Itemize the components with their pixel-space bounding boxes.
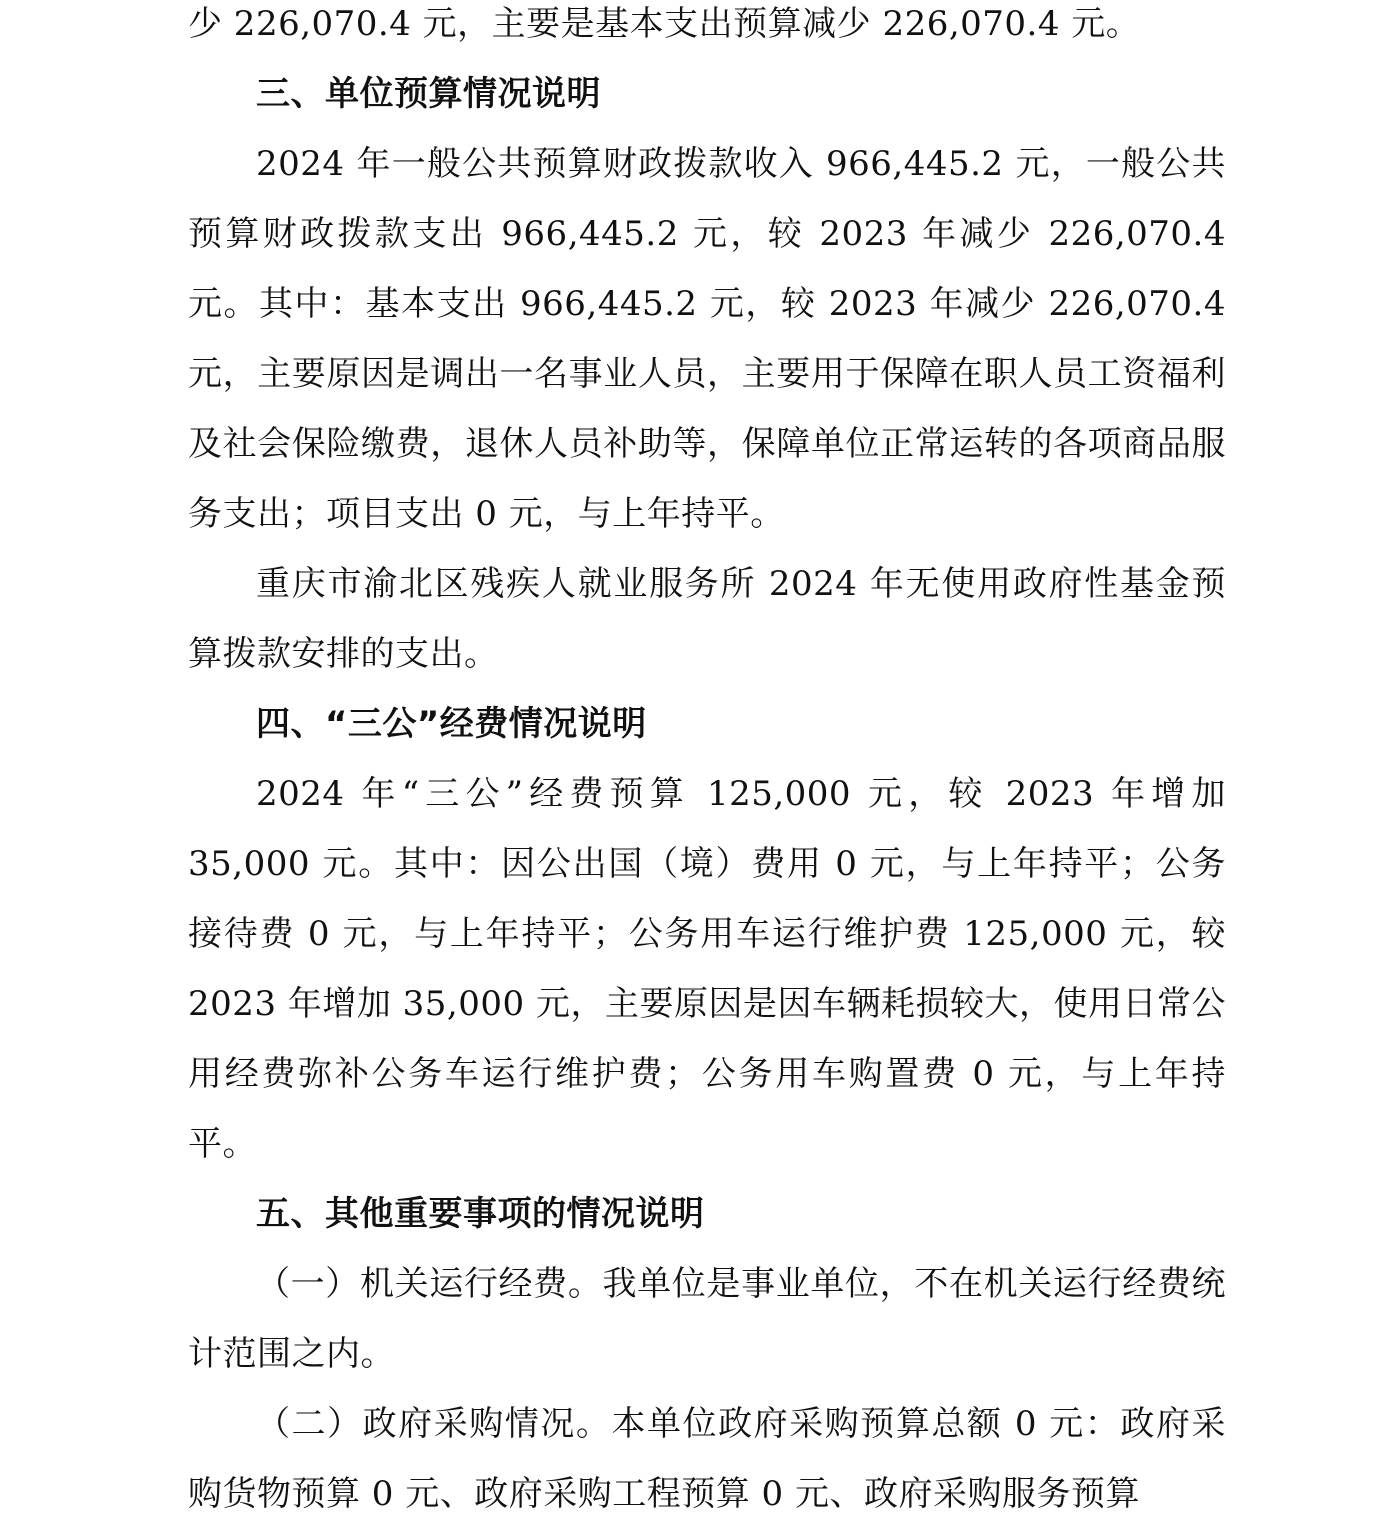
paragraph-general-budget: 2024 年一般公共预算财政拨款收入 966,445.2 元，一般公共预算财政拨款支出 966,445.2 元，较 2023 年减少 226,070.4 元。其中：基本支出 966,445.2 元，较 2023 年减少 226,070.4 元，主要原因是调出一名事业人员，主要用于保障在职人员工资福利及社会保险缴费，退休人员补助等，保障单位正常运转的各项商品服务支出；项目支出 0 元，与上年持平。 (188, 144, 1226, 534)
continued-paragraph: 少 226,070.4 元，主要是基本支出预算减少 226,070.4 元。 (188, 4, 1141, 44)
section-heading-three-public-expenses: 四、“三公”经费情况说明 (256, 704, 647, 744)
paragraph-three-public-expenses: 2024 年“三公”经费预算 125,000 元，较 2023 年增加 35,000 元。其中：因公出国（境）费用 0 元，与上年持平；公务接待费 0 元，与上年持平；公务用车运行维护费 125,000 元，较 2023 年增加 35,000 元，主要原因是因车辆耗损较大，使用日常公用经费弥补公务车运行维护费；公务用车购置费 0 元，与上年持平。 (188, 774, 1226, 1164)
paragraph-government-fund: 重庆市渝北区残疾人就业服务所 2024 年无使用政府性基金预算拨款安排的支出。 (188, 564, 1226, 674)
paragraph-government-procurement: （二）政府采购情况。本单位政府采购预算总额 0 元：政府采购货物预算 0 元、政府采购工程预算 0 元、政府采购服务预算 (188, 1404, 1226, 1514)
section-heading-unit-budget: 三、单位预算情况说明 (256, 74, 601, 114)
document-page (188, 0, 1226, 1529)
paragraph-operating-expenses: （一）机关运行经费。我单位是事业单位，不在机关运行经费统计范围之内。 (188, 1264, 1226, 1374)
section-heading-other-matters: 五、其他重要事项的情况说明 (256, 1194, 705, 1234)
